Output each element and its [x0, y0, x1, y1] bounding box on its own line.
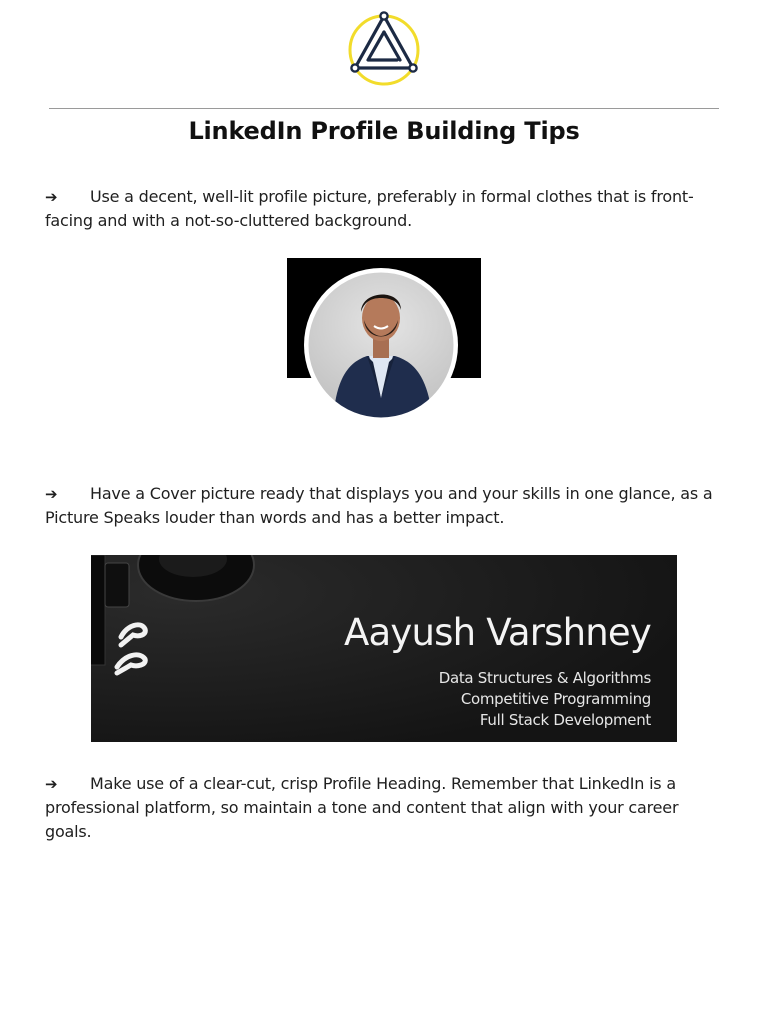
arrow-icon: ➔ — [45, 188, 58, 206]
tip-1-text: Use a decent, well-lit profile picture, preferably in formal clothes that is front-facing and with a not-so-cluttered background. — [45, 187, 694, 230]
cover-name: Aayush Varshney — [344, 611, 651, 654]
cover-skill: Full Stack Development — [479, 711, 651, 729]
tip-2 — [45, 482, 721, 530]
tip-3-text: Make use of a clear-cut, crisp Profile Heading. Remember that LinkedIn is a professional platform, so maintain a tone and content that align with your career goals. — [45, 774, 679, 841]
arrow-icon: ➔ — [45, 485, 58, 503]
profile-photo-icon — [287, 258, 481, 424]
page-title: LinkedIn Profile Building Tips — [188, 117, 580, 145]
tip-1 — [45, 185, 721, 233]
cover-picture — [91, 555, 677, 742]
arrow-icon: ➔ — [45, 775, 58, 793]
header-divider — [49, 108, 719, 109]
tip-3 — [45, 772, 721, 844]
triangle-network-logo-icon — [345, 10, 423, 90]
cover-skills-list — [439, 668, 651, 731]
tip-2-text: Have a Cover picture ready that displays you and your skills in one glance, as a Picture Speaks louder than words and has a better impact. — [45, 484, 713, 527]
cover-skill: Competitive Programming — [460, 690, 651, 708]
cover-skill: Data Structures & Algorithms — [438, 669, 651, 687]
